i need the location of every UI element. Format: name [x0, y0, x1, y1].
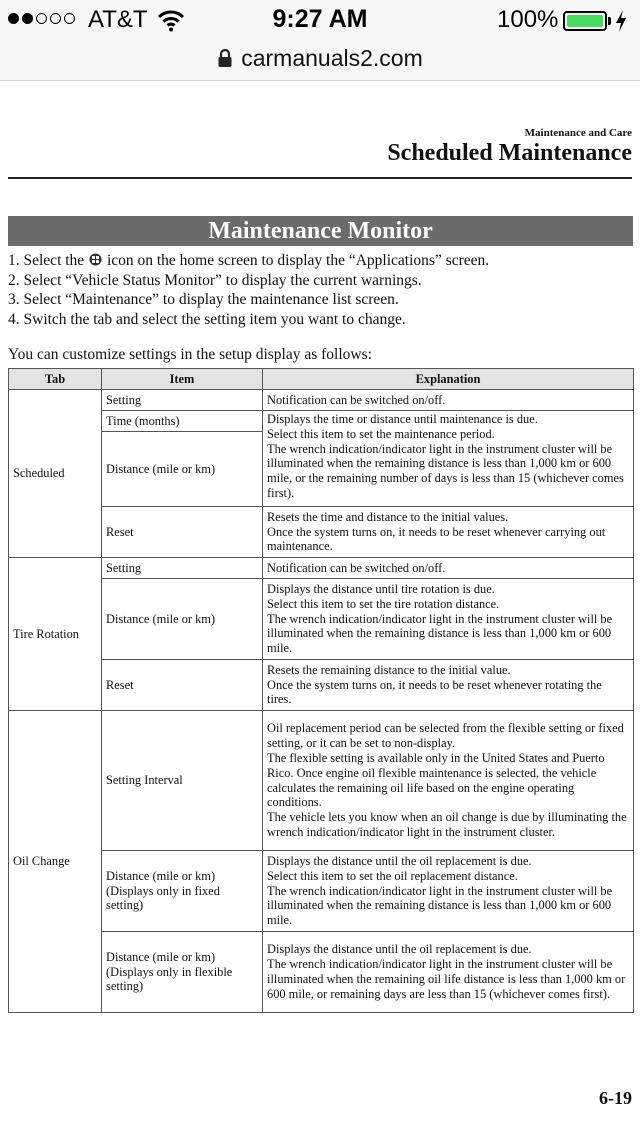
table-row	[9, 932, 634, 1013]
item-cell: Reset	[102, 507, 263, 558]
tab-cell-scheduled: Scheduled	[9, 390, 102, 558]
step-item: 1. Select the icon on the home screen to display the “Applications” screen.	[8, 252, 490, 269]
explanation-cell: Displays the distance until tire rotation is due. Select this item to set the tire rotation distance. The wrench indication/indicator light in the instrument cluster will be illuminated when the remaining distance is less than 1,000 km or 600 mile.	[263, 579, 634, 660]
section-banner: Maintenance Monitor	[8, 216, 633, 246]
maintenance-settings-table	[8, 368, 634, 1013]
table-row	[9, 558, 634, 579]
explanation-cell: Resets the remaining distance to the initial value. Once the system turns on, it needs to be reset whenever rotating the tires.	[263, 660, 634, 711]
explanation-cell: Displays the distance until the oil replacement is due. The wrench indication/indicator light in the instrument cluster will be illuminated when the remaining oil life distance is less than 1,000 km or 600 mile, or remaining days are less than 15 (whichever comes first).	[263, 932, 634, 1013]
item-cell: Distance (mile or km)	[102, 432, 263, 507]
page-title: Scheduled Maintenance	[387, 140, 632, 166]
step-item: 4. Switch the tab and select the setting item you want to change.	[8, 310, 406, 328]
applications-icon	[89, 253, 102, 266]
status-bar	[0, 0, 640, 40]
url-text[interactable]: carmanuals2.com	[241, 44, 423, 71]
explanation-cell: Oil replacement period can be selected from the flexible setting or fixed setting, or it can be set to non-display. The flexible setting is available only in the United States and Puerto Rico. Once engine oil flexible maintenance is selected, the vehicle calculates the remaining oil life based on the engine operating conditions. The vehicle lets you know when an oil change is due by illuminating the wrench indication/indicator light in the instrument cluster.	[263, 711, 634, 851]
item-cell: Setting	[102, 558, 263, 579]
explanation-cell: Displays the time or distance until maintenance is due. Select this item to set the maintenance period. The wrench indication/indicator light in the instrument cluster will be illuminated when the remaining distance is less than 1,000 km or 600 mile, or the remaining number of days is less than 15 (whichever comes first).	[263, 411, 634, 507]
intro-text: You can customize settings in the setup display as follows:	[8, 346, 372, 363]
tab-cell-tire-rotation: Tire Rotation	[9, 558, 102, 711]
item-cell: Distance (mile or km) (Displays only in fixed setting)	[102, 851, 263, 932]
step-item: 3. Select “Maintenance” to display the maintenance list screen.	[8, 291, 399, 308]
header-tab: Tab	[9, 369, 102, 390]
table-row	[9, 411, 634, 432]
item-cell: Setting	[102, 390, 263, 411]
item-cell: Distance (mile or km)	[102, 579, 263, 660]
tab-cell-oil-change: Oil Change	[9, 711, 102, 1013]
charging-bolt-icon	[614, 9, 628, 33]
explanation-cell: Displays the distance until the oil replacement is due. Select this item to set the oil replacement distance. The wrench indication/indicator light in the instrument cluster will be illuminated when the remaining distance is less than 1,000 km or 600 mile.	[263, 851, 634, 932]
table-row	[9, 507, 634, 558]
explanation-cell: Notification can be switched on/off.	[263, 558, 634, 579]
page-number: 6-19	[599, 1088, 632, 1108]
instruction-steps	[8, 251, 489, 329]
step-item: 2. Select “Vehicle Status Monitor” to display the current warnings.	[8, 271, 422, 289]
section-label: Maintenance and Care	[524, 127, 632, 139]
carrier-name: AT&T	[88, 6, 148, 33]
header-explanation: Explanation	[263, 369, 634, 390]
item-cell: Time (months)	[102, 411, 263, 432]
battery-cap	[608, 17, 611, 25]
table-row	[9, 851, 634, 932]
table-row	[9, 711, 634, 851]
clock: 9:27 AM	[272, 5, 368, 33]
table-row	[9, 660, 634, 711]
table-row	[9, 390, 634, 411]
table-row	[9, 579, 634, 660]
header-item: Item	[102, 369, 263, 390]
battery-icon	[563, 11, 607, 31]
lock-icon	[217, 48, 233, 68]
address-bar[interactable]	[0, 40, 640, 81]
battery-level	[567, 15, 603, 27]
explanation-cell: Notification can be switched on/off.	[263, 390, 634, 411]
item-cell: Distance (mile or km) (Displays only in flexible setting)	[102, 932, 263, 1013]
item-cell: Reset	[102, 660, 263, 711]
battery-percentage: 100%	[497, 6, 559, 33]
table-header-row	[9, 369, 634, 390]
header-divider	[8, 177, 632, 179]
explanation-cell: Resets the time and distance to the initial values. Once the system turns on, it needs to be reset whenever carrying out maintenance.	[263, 507, 634, 558]
item-cell: Setting Interval	[102, 711, 263, 851]
